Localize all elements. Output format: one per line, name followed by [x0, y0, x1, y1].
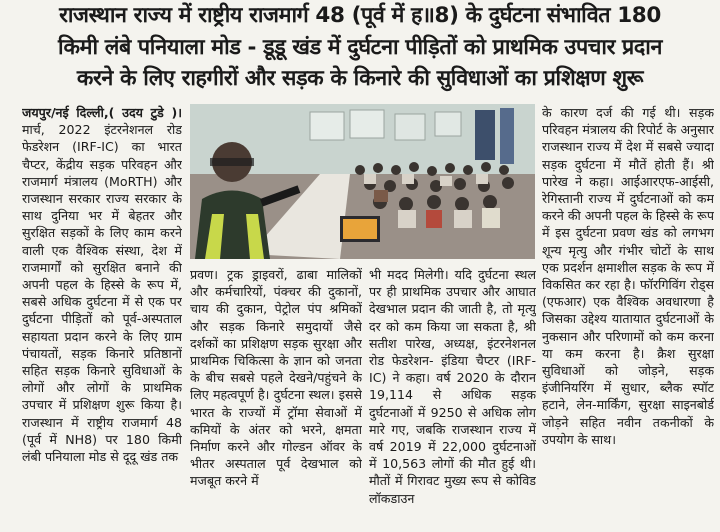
column-2-text: प्रवण। ट्रक ड्राइवरों, ढाबा मालिकों और कर्मचारियों, पंक्चर की दुकानों, चाय की दुकान, पेट्रोल पंप श्रमिकों और सड़क किनारे समुदायों जैसे दर्शकों का प्रशिक्षण सड़क सुरक्षा और प्राथमिक चिकित्सा के ज्ञान को जनता के बीच सबसे पहले देखने/पहुंचने के लिए महत्वपूर्ण है। दुर्घटना स्थल। इससे भारत के राज्यों में ट्रॉमा सेवाओं में कमियों के अंतर को भरने, क्षमता निर्माण करने और गोल्डन ऑवर के भीतर अस्पताल पूर्व देखभाल को मजबूत करने में — [190, 267, 362, 489]
headline-line-1: राजस्थान राज्य में राष्ट्रीय राजमार्ग 48 (पूर्व में ह॥8) के दुर्घटना संभावित 180 — [59, 3, 661, 28]
headline-line-2: किमी लंबे पनियाला मोड - डूडू खंड में दुर्घटना पीड़ितों को प्राथमिक उपचार प्रदान — [57, 34, 663, 60]
dateline: जयपुर/नई दिल्ली,( उदय टुडे )। — [22, 105, 182, 120]
column-3-text: भी मदद मिलेगी। यदि दुर्घटना स्थल पर ही प्राथमिक उपचार और आघात देखभाल प्रदान की जाती है, तो मृत्यु दर को कम किया जा सकता है, श्री सतीश पारेख, अध्यक्ष, इंटरनेशनल रोड फेडरेशन- इंडिया चैप्टर (IRF-IC) ने कहा। वर्ष 2020 के दौरान 19,114 से अधिक सड़क दुर्घटनाओं में 9250 से अधिक लोग मारे गए, जबकि राजस्थान राज्य में वर्ष 2019 में 22,000 दुर्घटनाओं में 10,563 लोगों की मौत हुई थी। मौतों में गिरावट मुख्य रूप से कोविड लॉकडाउन — [369, 267, 536, 506]
column-1-text: मार्च, 2022 इंटरनेशनल रोड फेडरेशन (IRF-IC) का भारत चैप्टर, केंद्रीय सड़क परिवहन और राजमार्ग मंत्रालय (MoRTH) और राजस्थान सरकार राज्य सरकार के साथ दुनिया भर में बेहतर और सुरक्षित सड़कों के लिए काम करने वाली एक वैश्विक संस्था, देश में राजमार्गों को सुरक्षित बनाने की अपनी पहल के हिस्से के रूप में, सबसे अधिक दुर्घटना में से एक पर दुर्घटना पीड़ितों को पूर्व-अस्पताल सहायता प्रदान करने के लिए ग्राम पंचायतों, सड़क किनारे प्रतिष्ठानों सहित सड़क किनारे सुविधाओं के लोगों और लोगों के प्राथमिक उपचार में प्रशिक्षण शुरू किया है। राजस्थान में राष्ट्रीय राजमार्ग 48 (पूर्व में NH8) पर 180 किमी लंबी पनियाला मोड से दूदू खंड तक — [22, 122, 182, 465]
training-session-photo — [190, 104, 535, 259]
article-column-4 — [542, 104, 714, 528]
article-column-3 — [369, 266, 536, 528]
headline — [6, 0, 714, 95]
headline-line-3: करने के लिए राहगीरों और सड़क के किनारे की सुविधाओं का प्रशिक्षण शुरू — [76, 66, 644, 91]
article-column-2 — [190, 266, 362, 528]
article-column-1 — [22, 104, 182, 528]
column-4-text: के कारण दर्ज की गई थी। सड़क परिवहन मंत्रालय की रिपोर्ट के अनुसार राजस्थान राज्य में देश में सबसे ज्यादा सड़क दुर्घटना में मौतें होती हैं। श्री पारेख ने कहा। आईआरएफ-आईसी, रेगिस्तानी राज्य में दुर्घटनाओं को कम करने की अपनी पहल के हिस्से के रूप में इस दुर्घटना प्रवण खंड को लगभग शून्य मृत्यु और गंभीर चोटों के साथ एक प्रदर्शन क्षमाशील सड़क के रूप में विकसित कर रहा है। फॉरगिविंग रोड्स (एफआर) एक वैश्विक अवधारणा है जिसका उद्देश्य यातायात दुर्घटनाओं के नुकसान और परिणामों को कम करना या कम करना है। क्रैश सुरक्षा सुविधाओं को जोड़ने, सड़क इंजीनियरिंग में सुधार, ब्लैक स्पॉट हटाने, लेन-मार्किंग, सुरक्षा साइनबोर्ड जोड़ने सहित नवीन तकनीकों के उपयोग के साथ। — [542, 105, 714, 447]
training-hall-illustration — [190, 104, 535, 259]
